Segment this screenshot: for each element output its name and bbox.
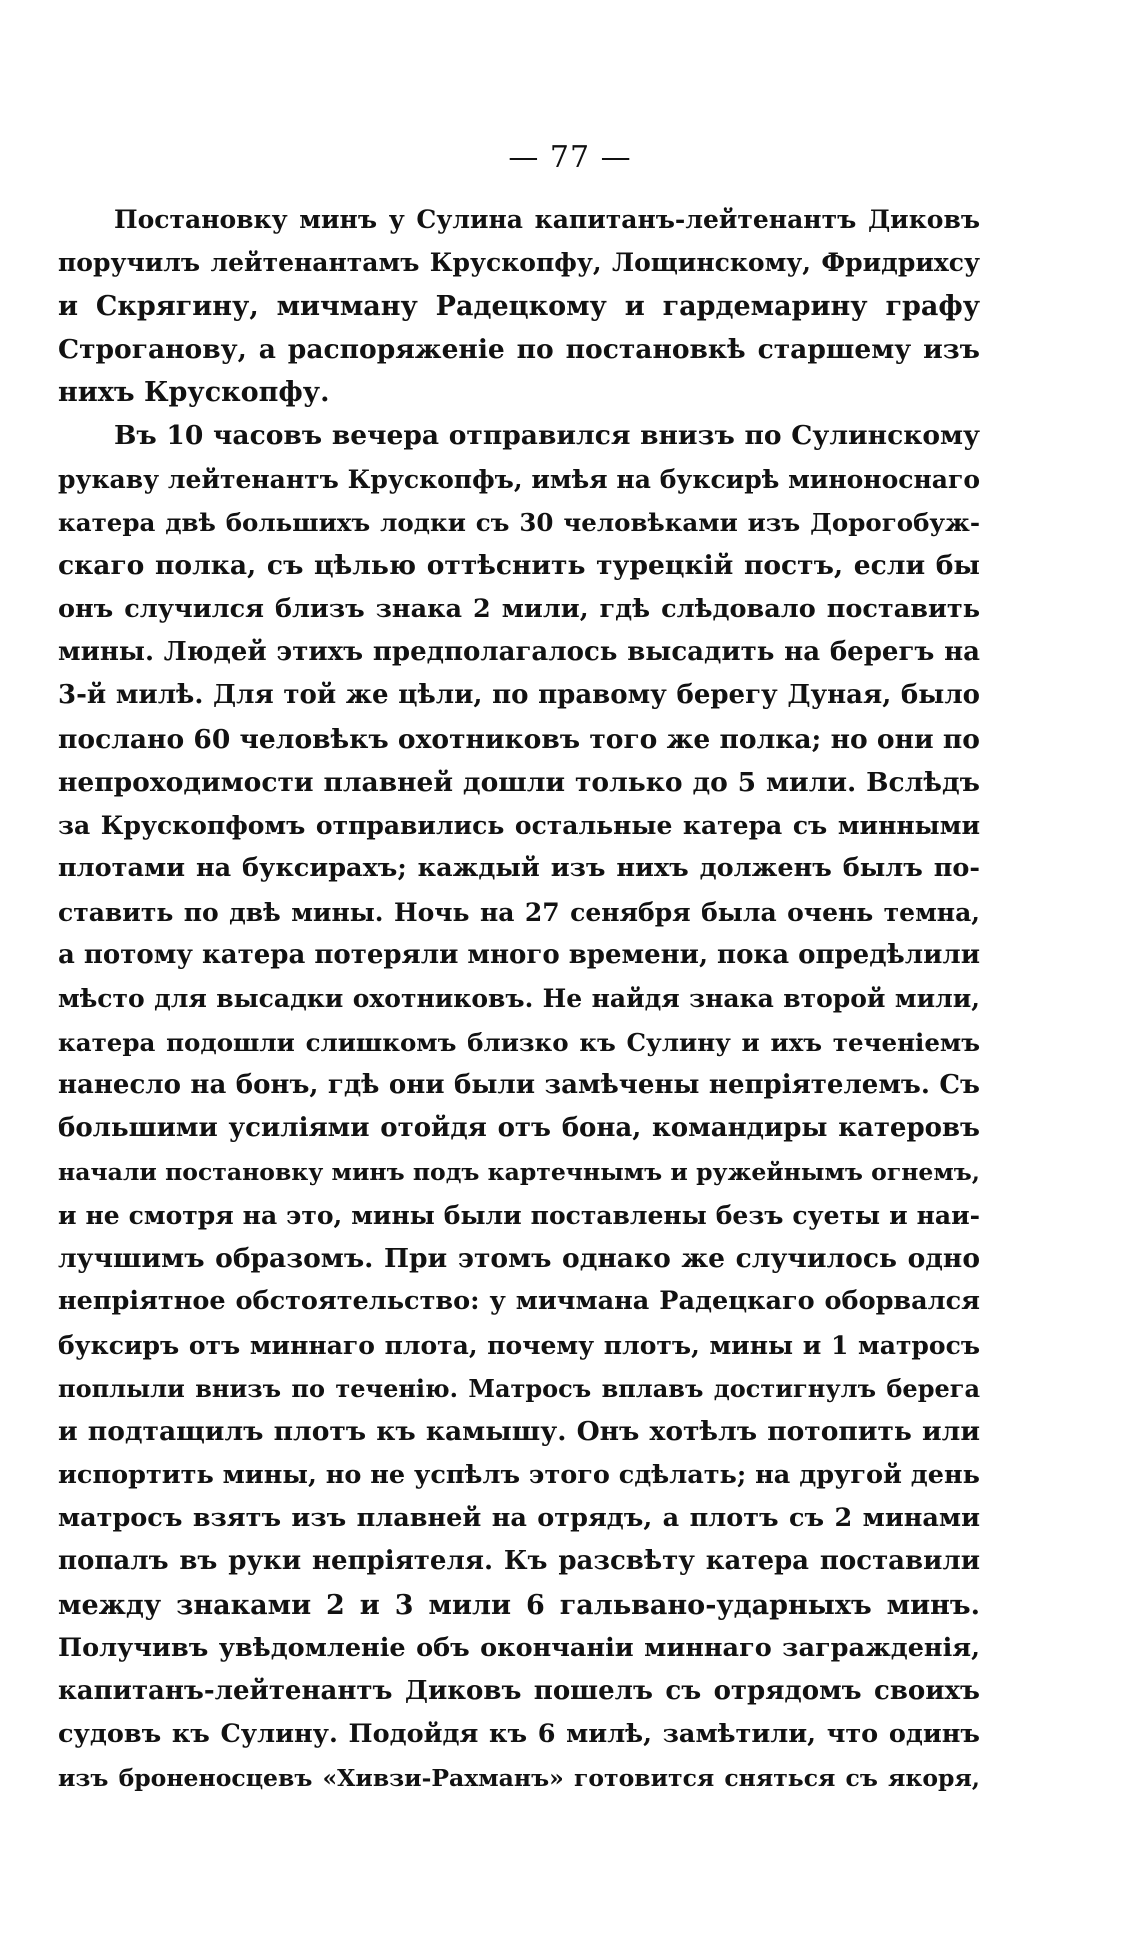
text-line: непріятное обстоятельство: у мичмана Радецкаго оборвался xyxy=(58,1286,980,1317)
text-line: судовъ къ Сулину. Подойдя къ 6 милѣ, замѣтили, что одинъ xyxy=(58,1719,980,1750)
text-line: непроходимости плавней дошли только до 5 мили. Вслѣдъ xyxy=(58,766,980,798)
text-line: испортить мины, но не успѣлъ этого сдѣлать; на другой день xyxy=(58,1459,980,1490)
text-line: а потому катера потеряли много времени, пока опредѣлили xyxy=(58,940,980,971)
text-line: ставить по двѣ мины. Ночь на 27 сенября была очень темна, xyxy=(58,897,980,927)
text-line: онъ случился близъ знака 2 мили, гдѣ слѣдовало поставить xyxy=(58,593,980,624)
text-line: и не смотря на это, мины были поставлены безъ суеты и наи- xyxy=(58,1200,980,1230)
text-line: между знаками 2 и 3 мили 6 гальвано-ударныхъ минъ. xyxy=(58,1589,980,1621)
text-line: поручилъ лейтенантамъ Крускопфу, Лощинскому, Фридрихсу xyxy=(58,248,980,278)
text-line: Постановку минъ у Сулина капитанъ-лейтенантъ Диковъ xyxy=(114,205,980,234)
text-line: рукаву лейтенантъ Крускопфъ, имѣя на буксирѣ миноноснаго xyxy=(58,464,980,494)
text-line: катера двѣ большихъ лодки съ 30 человѣками изъ Дорогобуж- xyxy=(58,508,980,538)
text-line: и Скрягину, мичману Радецкому и гардемарину графу xyxy=(58,290,980,322)
text-line: нихъ Крускопфу. xyxy=(58,377,330,409)
text-line: катера подошли слишкомъ близко къ Сулину и ихъ теченіемъ xyxy=(58,1027,980,1057)
text-line: матросъ взятъ изъ плавней на отрядъ, а плотъ съ 2 минами xyxy=(58,1502,980,1533)
text-line: Въ 10 часовъ вечера отправился внизъ по Сулинскому xyxy=(114,420,980,452)
text-line: поплыли внизъ по теченію. Матросъ вплавъ достигнулъ берега xyxy=(58,1374,980,1404)
text-line: капитанъ-лейтенантъ Диковъ пошелъ съ отрядомъ своихъ xyxy=(58,1676,980,1707)
body-text xyxy=(58,198,980,1800)
text-line: мины. Людей этихъ предполагалось высадить на берегъ на xyxy=(58,636,980,667)
text-line: Строганову, а распоряженіе по постановкѣ старшему изъ xyxy=(58,333,980,365)
text-line: послано 60 человѣкъ охотниковъ того же полка; но они по xyxy=(58,723,980,755)
text-line: мѣсто для высадки охотниковъ. Не найдя знака второй мили, xyxy=(58,984,980,1014)
text-line: попалъ въ руки непріятеля. Къ разсвѣту катера поставили xyxy=(58,1546,980,1577)
text-line: буксиръ отъ миннаго плота, почему плотъ, мины и 1 матросъ xyxy=(58,1330,980,1360)
text-line: изъ броненосцевъ «Хивзи-Рахманъ» готовится сняться съ якоря, xyxy=(58,1763,980,1792)
text-line: начали постановку минъ подъ картечнымъ и ружейнымъ огнемъ, xyxy=(58,1157,980,1186)
text-line: Получивъ увѣдомленіе объ окончаніи миннаго загражденія, xyxy=(58,1632,980,1663)
text-line: большими усиліями отойдя отъ бона, командиры катеровъ xyxy=(58,1113,980,1144)
text-line: скаго полка, съ цѣлью оттѣснить турецкій постъ, если бы xyxy=(58,550,980,582)
text-line: нанесло на бонъ, гдѣ они были замѣчены непріятелемъ. Съ xyxy=(58,1069,980,1100)
text-line: плотами на буксирахъ; каждый изъ нихъ долженъ былъ по- xyxy=(58,853,980,884)
text-line: 3-й милѣ. Для той же цѣли, по правому берегу Дуная, было xyxy=(58,680,980,711)
text-line: и подтащилъ плотъ къ камышу. Онъ хотѣлъ потопить или xyxy=(58,1416,980,1448)
text-line: за Крускопфомъ отправились остальные катера съ минными xyxy=(58,811,980,841)
text-line: лучшимъ образомъ. При этомъ однако же случилось одно xyxy=(58,1243,980,1275)
page-number: — 77 — xyxy=(508,140,632,175)
